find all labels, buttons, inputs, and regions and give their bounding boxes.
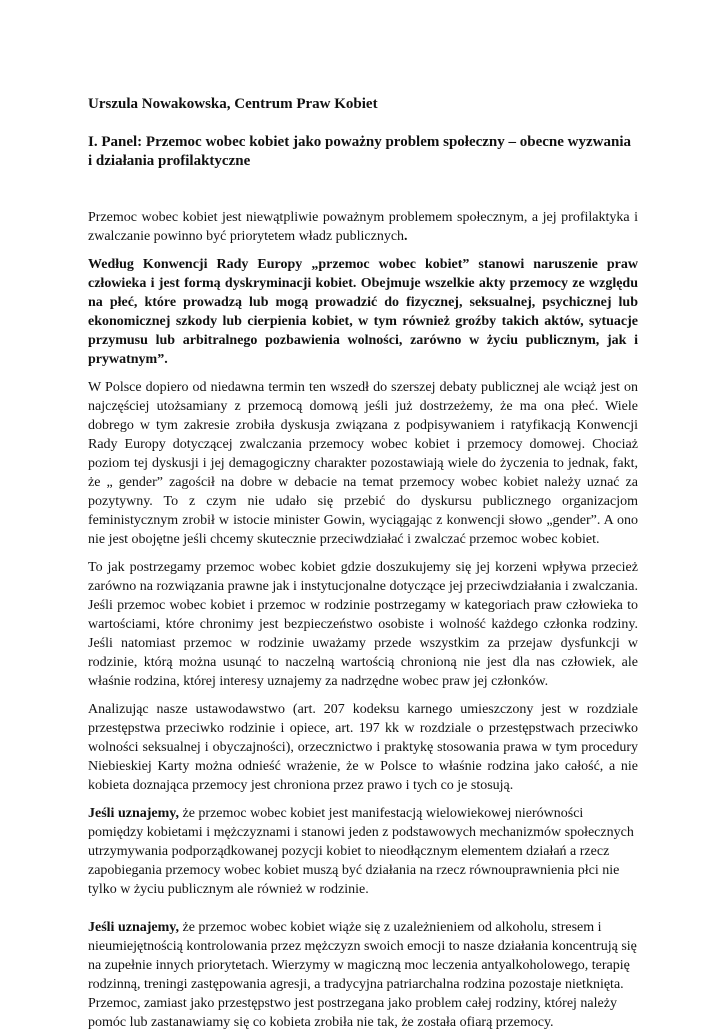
definition-paragraph: Według Konwencji Rady Europy „przemoc wobec kobiet” stanowi naruszenie praw człowieka i jest formą dyskryminacji kobiet. Obejmuje wszelkie akty przemocy ze względu na płeć, które prowadzą lub mogą prowadzić do fizycznej, seksualnej, psychicznej lub ekonomicznej szkody lub cierpienia kobiet, w tym również groźby takich aktów, sytuacje przymusu lub arbitralnego pozbawienia wolności, zarówno w życiu publicznym, jak i prywatnym”. (88, 257, 638, 367)
legislation-paragraph: Analizując nasze ustawodawstwo (art. 207 kodeksu karnego umieszczony jest w rozdziale przestępstwa przeciwko rodzinie i opiece, art. 197 kk w rozdziale o przestępstwach przeciwko wolności seksualnej i obyczajności), orzecznictwo i praktykę stosowania prawa w tym procedury Niebieskiej Karty można odnieść wrażenie, że w Polsce to właśnie rodzina jako całość, a nie kobieta doznająca przemocy jest chroniona przez prawo i tych co je stosują. (88, 702, 638, 793)
document-body (88, 95, 638, 1032)
addiction-text: że przemoc wobec kobiet wiąże się z uzależnieniem od alkoholu, stresem i nieumiejętnością kontrolowania przez mężczyzn swoich emocji to nasze działania koncentrują się na zupełnie innych priorytetach. Wierzymy w magiczną moc leczenia antyalkoholowego, terapię rodzinną, treningi zastępowania agresji, a tradycyjna patriarchalna rodzina pozostaje nietknięta. Przemoc, zamiast jako przestępstwo jest postrzegana jako problem całej rodziny, której należy pomóc lub zastanawiamy się co kobieta zrobiła nie tak, że została ofiarą przemocy. (88, 920, 637, 1030)
manifestation-paragraph (88, 804, 638, 899)
manifestation-text: że przemoc wobec kobiet jest manifestacją wielowiekowej nierówności pomiędzy kobietami i mężczyznami i stanowi jeden z podstawowych mechanizmów społecznych utrzymywania podporządkowanej pozycji kobiet to nieodłącznym elementem działań a rzecz zapobiegania przemocy wobec kobiet muszą być działania na rzecz równouprawnienia płci nie tylko w życiu publicznym ale również w rodzinie. (88, 806, 634, 897)
intro-end: . (404, 229, 408, 244)
poland-paragraph: W Polsce dopiero od niedawna termin ten wszedł do szerszej debaty publicznej ale wciąż jest on najczęściej utożsamiany z przemocą domową jeśli już dostrzeżemy, że ma ona płeć. Wiele dobrego w tym zakresie zrobiła dyskusja związana z podpisywaniem i ratyfikacją Konwencji Rady Europy dotyczącej zwalczania przemocy wobec kobiet i przemocy domowej. Chociaż poziom tej dyskusji i jej demagogiczny charakter pozostawiają wiele do życzenia to jednak, fakt, że „ gender” zagościł na dobre w debacie na temat przemocy wobec kobiet należy uznać za pozytywny. To z czym nie udało się przebić do dyskursu publicznego organizacjom feministycznym zrobił w istocie minister Gowin, wyciągając z konwencji słowo „gender”. A ono nie jest obojętne jeśli chcemy skutecznie przeciwdziałać i zwalczać przemoc wobec kobiet. (88, 380, 638, 547)
addiction-lead: Jeśli uznajemy, (88, 920, 179, 935)
manifestation-lead: Jeśli uznajemy, (88, 806, 179, 821)
addiction-paragraph (88, 918, 638, 1032)
roots-paragraph: To jak postrzegamy przemoc wobec kobiet gdzie doszukujemy się jej korzeni wpływa przecież zarówno na rozwiązania prawne jak i instytucjonalne dotyczące jej przeciwdziałania i zwalczania. Jeśli przemoc wobec kobiet i przemoc w rodzinie postrzegamy w kategoriach praw człowieka to wartościami, które chronimy jest bezpieczeństwo osobiste i wolność każdego członka rodziny. Jeśli natomiast przemoc w rodzinie uważamy przede wszystkim za przejaw dysfunkcji w rodzinie, którą można usunąć to naczelną wartością chronioną nie jest dla nas człowiek, ale właśnie rodzina, której interesy uznajemy za nadrzędne wobec praw jej członków. (88, 560, 638, 689)
intro-paragraph (88, 208, 638, 246)
author-line: Urszula Nowakowska, Centrum Praw Kobiet (88, 96, 378, 112)
intro-text: Przemoc wobec kobiet jest niewątpliwie poważnym problemem społecznym, a jej profilaktyka i zwalczanie powinno być priorytetem władz publicznych (88, 210, 638, 244)
panel-title: I. Panel: Przemoc wobec kobiet jako poważny problem społeczny – obecne wyzwania i działania profilaktyczne (88, 134, 632, 169)
